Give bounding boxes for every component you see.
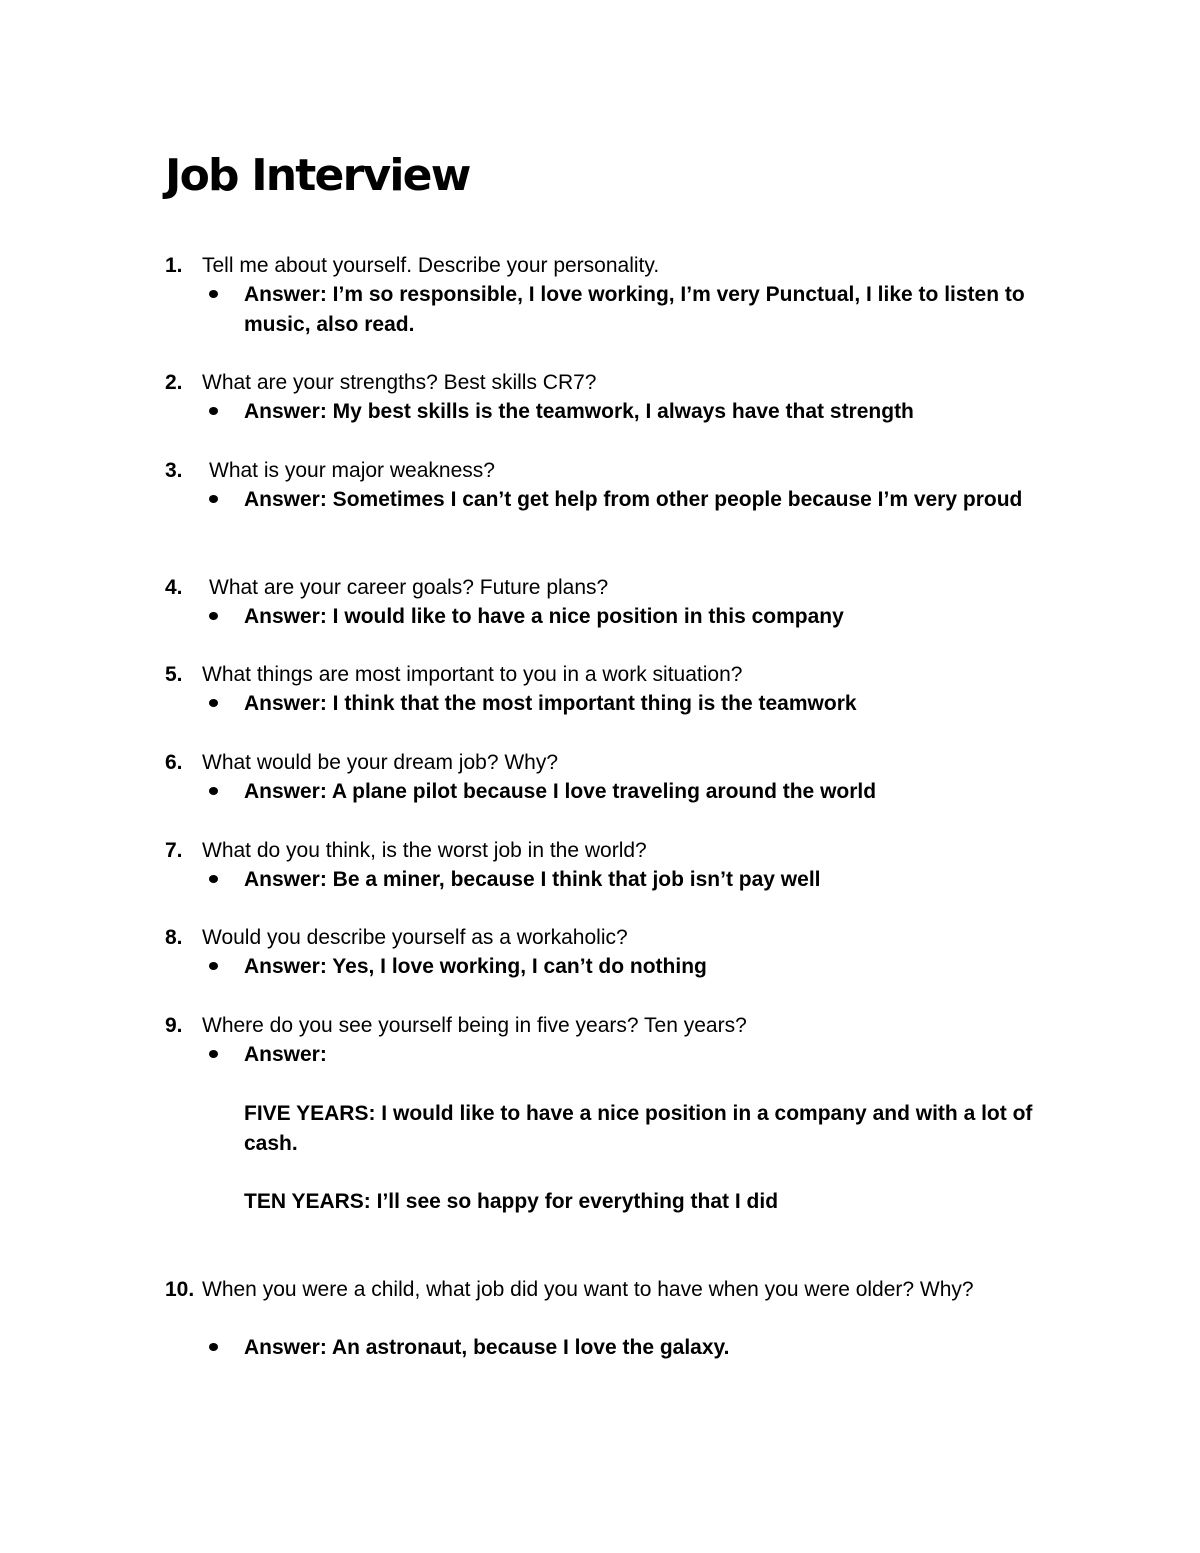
- question-number: 4.: [165, 576, 183, 599]
- bullet-icon: [209, 875, 218, 883]
- bullet-icon: [209, 1050, 218, 1058]
- answer-text: Answer: A plane pilot because I love traveling around the world: [244, 780, 877, 803]
- question-number: 5.: [165, 663, 183, 686]
- answer-text: Answer: I’m so responsible, I love working, I’m very Punctual, I like to listen to music, also read.: [244, 283, 1025, 336]
- question-number: 7.: [165, 839, 183, 862]
- bullet-icon: [209, 612, 218, 620]
- question-number: 10.: [165, 1278, 195, 1301]
- question-text: What are your career goals? Future plans?: [209, 576, 609, 599]
- question-text: What things are most important to you in a work situation?: [202, 663, 743, 686]
- question-number: 1.: [165, 254, 183, 277]
- answer-text: Answer: Sometimes I can’t get help from other people because I’m very proud: [244, 488, 1023, 511]
- answer-five-years: FIVE YEARS: I would like to have a nice position in a company and with a lot of cash.: [244, 1102, 1033, 1155]
- answer-text: Answer: Be a miner, because I think that job isn’t pay well: [244, 868, 821, 891]
- answer-text: Answer: Yes, I love working, I can’t do nothing: [244, 955, 707, 978]
- bullet-icon: [209, 787, 218, 795]
- bullet-icon: [209, 290, 218, 298]
- answer-text: Answer: My best skills is the teamwork, I always have that strength: [244, 400, 914, 423]
- question-number: 3.: [165, 459, 183, 482]
- question-text: What are your strengths? Best skills CR7?: [202, 371, 597, 394]
- answer-text: Answer: I think that the most important thing is the teamwork: [244, 692, 857, 715]
- question-text: Tell me about yourself. Describe your personality.: [202, 254, 660, 277]
- answer-text: Answer: I would like to have a nice position in this company: [244, 605, 844, 628]
- question-number: 6.: [165, 751, 183, 774]
- question-text: What do you think, is the worst job in the world?: [202, 839, 647, 862]
- question-text: What would be your dream job? Why?: [202, 751, 559, 774]
- question-number: 9.: [165, 1014, 183, 1037]
- bullet-icon: [209, 699, 218, 707]
- answer-text: Answer: An astronaut, because I love the galaxy.: [244, 1336, 730, 1359]
- answer-text: Answer:: [244, 1043, 327, 1066]
- bullet-icon: [209, 407, 218, 415]
- question-text: Would you describe yourself as a workaholic?: [202, 926, 628, 949]
- bullet-icon: [209, 495, 218, 503]
- question-text: Where do you see yourself being in five years? Ten years?: [202, 1014, 747, 1037]
- question-text: What is your major weakness?: [209, 459, 495, 482]
- question-text: When you were a child, what job did you want to have when you were older? Why?: [202, 1278, 974, 1301]
- question-number: 8.: [165, 926, 183, 949]
- answer-ten-years: TEN YEARS: I’ll see so happy for everything that I did: [244, 1190, 779, 1213]
- question-number: 2.: [165, 371, 183, 394]
- bullet-icon: [209, 962, 218, 970]
- page-title: Job Interview: [165, 150, 470, 201]
- bullet-icon: [209, 1343, 218, 1351]
